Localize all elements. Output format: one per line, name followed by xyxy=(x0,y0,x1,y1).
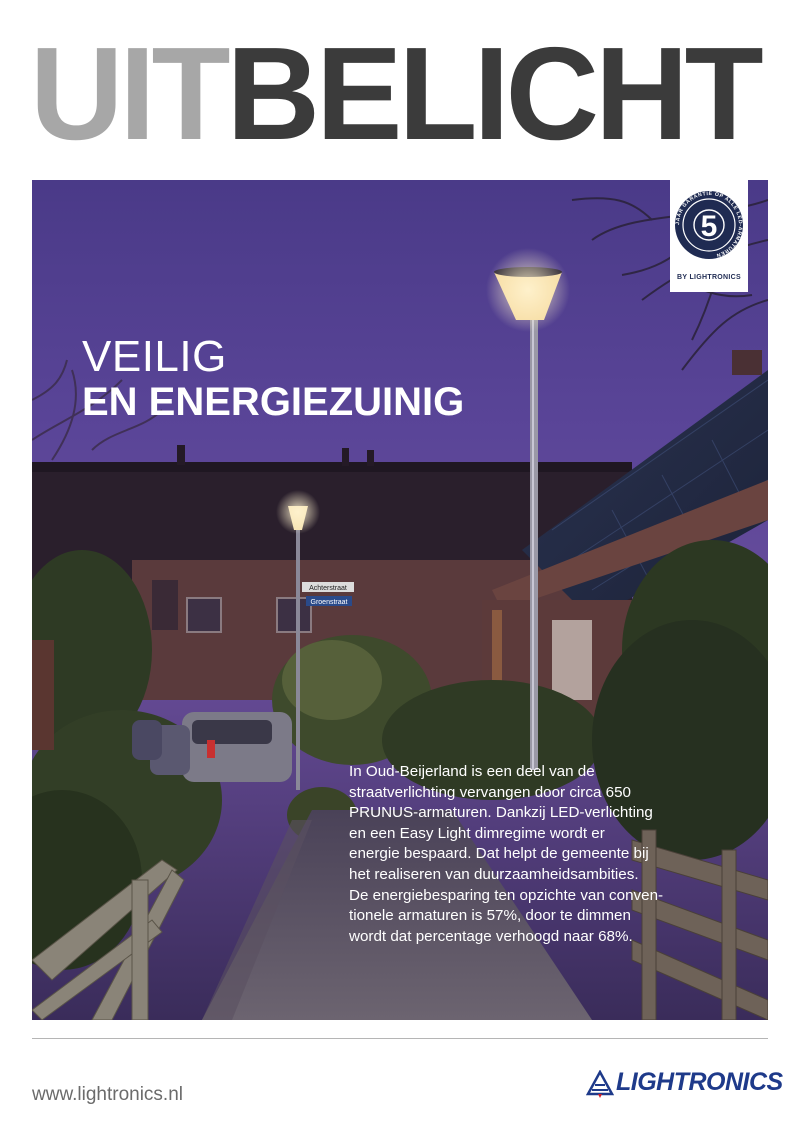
lightronics-logo-icon xyxy=(586,1070,614,1098)
masthead-uit: UIT xyxy=(30,20,227,167)
body-line: energie bespaard. Dat helpt de gemeente bij xyxy=(349,845,649,863)
lightronics-logo xyxy=(586,1068,783,1098)
body-line: straatverlichting vervangen door circa 650 xyxy=(349,783,631,801)
headline-line-1: VEILIG xyxy=(82,332,227,381)
body-line: tionele armaturen is 57%, door te dimmen xyxy=(349,907,631,925)
masthead xyxy=(30,20,760,167)
headline-line-2: EN ENERGIEZUINIG xyxy=(82,380,465,424)
body-line: wordt dat percentage verhoogd naar 68%. xyxy=(349,927,633,945)
body-line: PRUNUS-armaturen. Dankzij LED-verlichting xyxy=(349,804,653,822)
logo-wordmark: LIGHTRONICS xyxy=(616,1068,783,1096)
body-line: en een Easy Light dimregime wordt er xyxy=(349,824,605,842)
body-line: De energiebesparing ten opzichte van conven- xyxy=(349,886,664,904)
body-text xyxy=(349,762,699,947)
body-line: In Oud-Beijerland is een deel van de xyxy=(349,763,595,780)
badge-ring-text: JAAR GARANTIE OP ALLE LED-ARMATUREN xyxy=(674,190,744,259)
warranty-badge xyxy=(670,180,748,292)
headline xyxy=(82,334,464,424)
body-line: het realiseren van duurzaamheidsambities. xyxy=(349,865,639,883)
badge-by-line: BY LIGHTRONICS xyxy=(677,274,741,281)
street-sign-2: Groenstraat xyxy=(310,599,348,606)
website-link[interactable]: www.lightronics.nl xyxy=(32,1084,183,1105)
street-sign-1: Achterstraat xyxy=(309,585,347,592)
masthead-belicht: BELICHT xyxy=(226,20,760,167)
footer-divider xyxy=(32,1038,768,1039)
badge-number: 5 xyxy=(700,210,718,243)
